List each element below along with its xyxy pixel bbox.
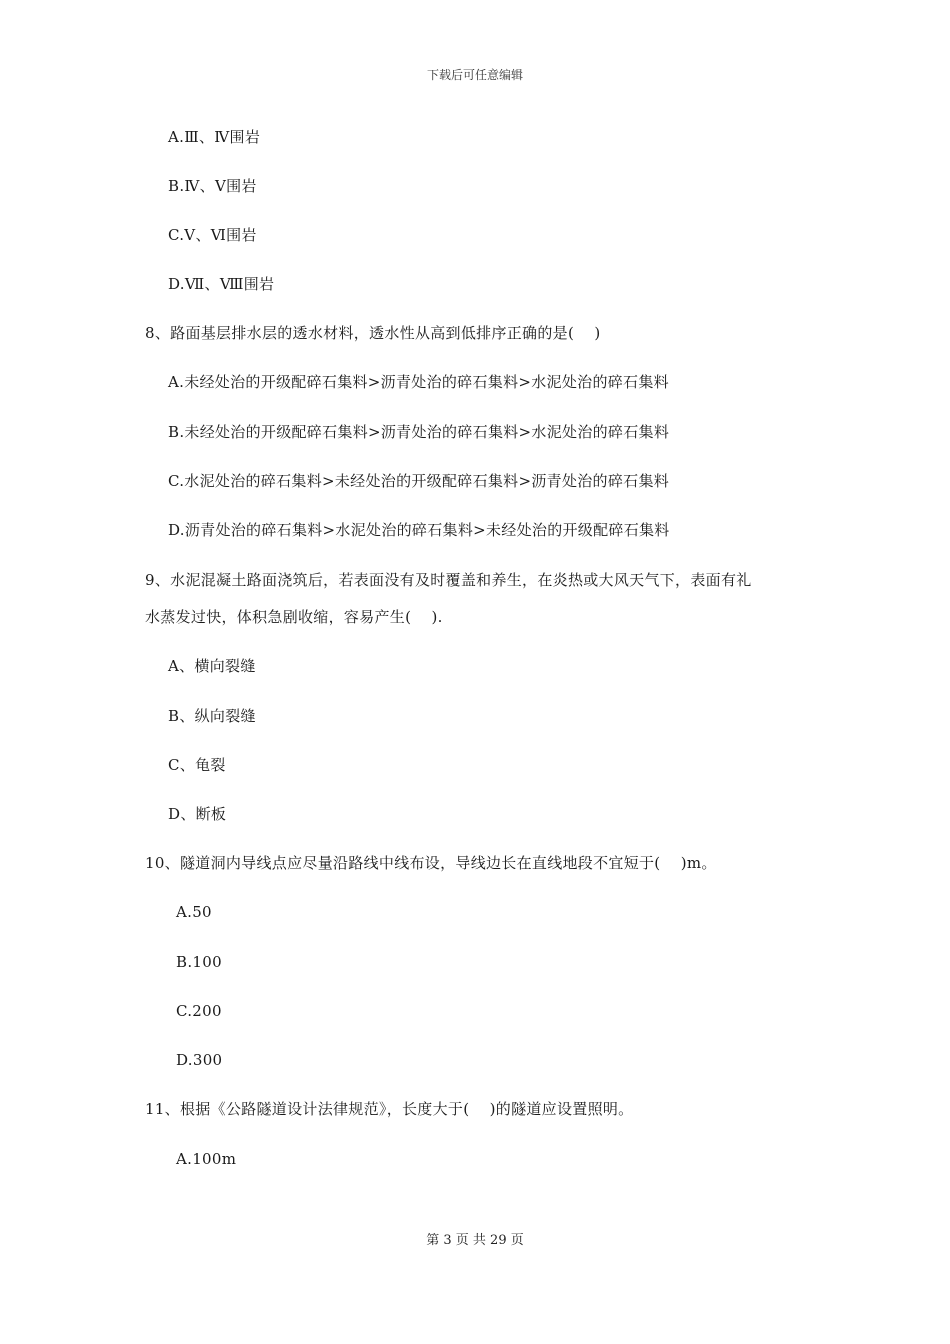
- q9-option-a: A、横向裂缝: [168, 657, 256, 675]
- q9-question-line-2: 水蒸发过快，体积急剧收缩，容易产生( ).: [145, 608, 443, 626]
- q8-option-a: A.未经处治的开级配碎石集料>沥青处治的碎石集料>水泥处治的碎石集料: [168, 373, 669, 391]
- q8-option-d: D.沥青处治的碎石集料>水泥处治的碎石集料>未经处治的开级配碎石集料: [168, 521, 670, 539]
- q9-question-line-1: 9、水泥混凝土路面浇筑后，若表面没有及时覆盖和养生，在炎热或大风天气下，表面有礼: [145, 571, 752, 589]
- q9-option-d: D、断板: [168, 805, 227, 823]
- page-footer: 第 3 页 共 29 页: [426, 1233, 524, 1248]
- q8-option-b: B.未经处治的开级配碎石集料>沥青处治的碎石集料>水泥处治的碎石集料: [168, 423, 670, 441]
- q11-question: 11、根据《公路隧道设计法律规范》，长度大于( )的隧道应设置照明。: [145, 1100, 634, 1118]
- q10-option-a: A.50: [176, 903, 212, 921]
- q9-option-b: B、纵向裂缝: [168, 707, 256, 725]
- q9-option-c: C、龟裂: [168, 756, 226, 774]
- q8-option-c: C.水泥处治的碎石集料>未经处治的开级配碎石集料>沥青处治的碎石集料: [168, 472, 670, 490]
- q10-option-b: B.100: [176, 953, 222, 971]
- q10-option-c: C.200: [176, 1002, 222, 1020]
- q8-question: 8、路面基层排水层的透水材料，透水性从高到低排序正确的是( ): [145, 324, 601, 342]
- q7-option-a: A.Ⅲ、Ⅳ围岩: [168, 128, 261, 146]
- q11-option-a: A.100m: [176, 1150, 237, 1168]
- q7-option-b: B.Ⅳ、Ⅴ围岩: [168, 177, 257, 195]
- q10-question: 10、隧道洞内导线点应尽量沿路线中线布设，导线边长在直线地段不宜短于( )m。: [145, 854, 717, 872]
- page-header: 下载后可任意编辑: [426, 68, 523, 82]
- q7-option-d: D.Ⅶ、Ⅷ围岩: [168, 275, 275, 293]
- q7-option-c: C.Ⅴ、Ⅵ围岩: [168, 226, 257, 244]
- q10-option-d: D.300: [176, 1051, 223, 1069]
